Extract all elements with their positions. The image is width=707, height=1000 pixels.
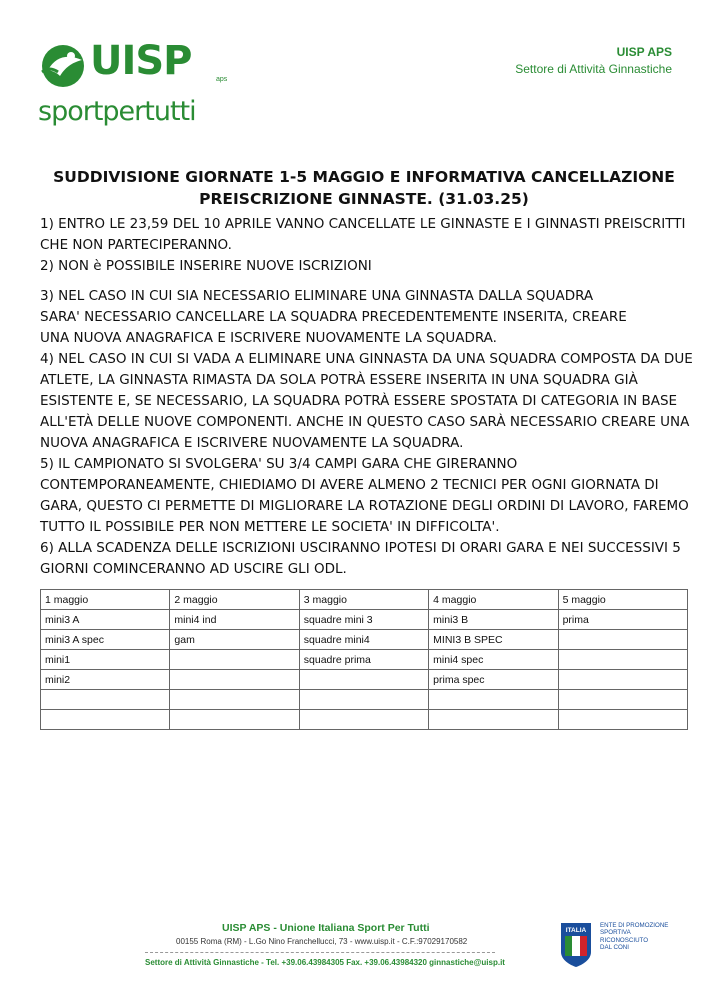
table-row [41, 690, 688, 710]
table-cell [558, 630, 687, 650]
table-row [41, 650, 688, 670]
footer-address-line: 00155 Roma (RM) - L.Go Nino Franchellucci, 73 - www.uisp.it - C.F.:97029170582 [176, 937, 468, 946]
table-cell [299, 670, 428, 690]
table-cell [558, 690, 687, 710]
text-line: 2) NON è POSSIBILE INSERIRE NUOVE ISCRIZIONI [40, 258, 372, 274]
table-cell: squadre mini4 [299, 630, 428, 650]
text-line: TUTTO IL POSSIBILE PER NON METTERE LE SOCIETA' IN DIFFICOLTA'. [40, 519, 500, 535]
uisp-logo [38, 40, 228, 140]
table-header-cell: 2 maggio [170, 590, 299, 610]
table-cell [558, 710, 687, 730]
table-cell: gam [170, 630, 299, 650]
text-line: ESISTENTE E, SE NECESSARIO, LA SQUADRA POTRÀ ESSERE SPOSTATA DI CATEGORIA IN BASE [40, 393, 678, 409]
header-org-name: UISP APS [616, 45, 672, 59]
table-cell: mini3 A spec [41, 630, 170, 650]
table-cell [170, 650, 299, 670]
table-cell [170, 690, 299, 710]
paragraph-2 [40, 256, 700, 277]
table-row [41, 670, 688, 690]
table-header-cell: 1 maggio [41, 590, 170, 610]
text-line: SARA' NECESSARIO CANCELLARE LA SQUADRA PRECEDENTEMENTE INSERITA, CREARE [40, 309, 627, 325]
table-cell [41, 690, 170, 710]
coni-badge-label: ITALIA [565, 927, 587, 934]
table-cell: prima spec [429, 670, 558, 690]
italia-shield-icon [560, 922, 592, 968]
table-cell: squadre mini 3 [299, 610, 428, 630]
footer-divider [145, 952, 495, 953]
table-row [41, 610, 688, 630]
table-cell [299, 710, 428, 730]
coni-badge-line: SPORTIVA [600, 929, 631, 937]
table-cell [170, 710, 299, 730]
coni-badge [560, 922, 680, 970]
coni-badge-line: RICONOSCIUTO [600, 936, 649, 944]
table-header-row [41, 590, 688, 610]
table-cell: squadre prima [299, 650, 428, 670]
table-cell: mini4 spec [429, 650, 558, 670]
table-cell [170, 670, 299, 690]
text-line: GARA, QUESTO CI PERMETTE DI MIGLIORARE LA ROTAZIONE DEGLI ORDINI DI LAVORO, FAREMO [40, 498, 689, 514]
text-line: NUOVA ANAGRAFICA E ISCRIVERE NUOVAMENTE LA SQUADRA. [40, 435, 464, 451]
table-header-cell: 4 maggio [429, 590, 558, 610]
table-header-cell: 3 maggio [299, 590, 428, 610]
text-line: 3) NEL CASO IN CUI SIA NECESSARIO ELIMINARE UNA GINNASTA DALLA SQUADRA [40, 288, 594, 304]
text-line: ATLETE, LA GINNASTA RIMASTA DA SOLA POTRÀ ESSERE INSERITA IN UNA SQUADRA GIÀ [40, 372, 638, 388]
table-row [41, 630, 688, 650]
header-sector: Settore di Attività Ginnastiche [515, 62, 672, 76]
paragraph-3-6 [40, 286, 700, 580]
table-row [41, 710, 688, 730]
table-cell: mini2 [41, 670, 170, 690]
table-cell: mini3 A [41, 610, 170, 630]
footer-contact-line: Settore di Attività Ginnastiche - Tel. +39.06.43984305 Fax. +39.06.43984320 ginnastiche@uisp.it [145, 958, 505, 967]
text-line: CONTEMPORANEAMENTE, CHIEDIAMO DI AVERE ALMENO 2 TECNICI PER OGNI GIORNATA DI [40, 477, 659, 493]
logo-tagline: sportpertutti [38, 96, 196, 127]
text-line: 6) ALLA SCADENZA DELLE ISCRIZIONI USCIRANNO IPOTESI DI ORARI GARA E NEI SUCCESSIVI 5 [40, 540, 681, 556]
table-cell: mini4 ind [170, 610, 299, 630]
text-line: ALL'ETÀ DELLE NUOVE COMPONENTI. ANCHE IN QUESTO CASO SARÀ NECESSARIO CREARE UNA [40, 414, 690, 430]
gymnast-emblem-icon [38, 42, 90, 90]
title-line: PREISCRIZIONE GINNASTE. (31.03.25) [199, 190, 529, 208]
table-cell: prima [558, 610, 687, 630]
logo-wordmark: UISP [90, 38, 192, 84]
text-line: 4) NEL CASO IN CUI SI VADA A ELIMINARE UNA GINNASTA DA UNA SQUADRA COMPOSTA DA DUE [40, 351, 693, 367]
table-cell [41, 710, 170, 730]
coni-badge-line: ENTE DI PROMOZIONE [600, 922, 669, 929]
text-line: 1) ENTRO LE 23,59 DEL 10 APRILE VANNO CANCELLATE LE GINNASTE E I GINNASTI PREISCRITTI [40, 216, 686, 232]
table-cell [299, 690, 428, 710]
coni-badge-text [600, 922, 668, 952]
text-line: 5) IL CAMPIONATO SI SVOLGERA' SU 3/4 CAMPI GARA CHE GIRERANNO [40, 456, 518, 472]
table-cell: mini3 B [429, 610, 558, 630]
table-cell: MINI3 B SPEC [429, 630, 558, 650]
logo-suffix: aps [216, 76, 228, 83]
text-line: CHE NON PARTECIPERANNO. [40, 237, 232, 253]
document-title [40, 166, 688, 210]
coni-badge-line: DAL CONI [600, 944, 629, 952]
table-cell [429, 710, 558, 730]
table-cell [558, 670, 687, 690]
text-line: UNA NUOVA ANAGRAFICA E ISCRIVERE NUOVAMENTE LA SQUADRA. [40, 330, 497, 346]
table-cell [429, 690, 558, 710]
header-org-block [515, 45, 672, 76]
schedule-table [40, 589, 688, 730]
footer-org-line: UISP APS - Unione Italiana Sport Per Tutti [222, 922, 430, 934]
paragraph-1 [40, 214, 700, 256]
table-header-cell: 5 maggio [558, 590, 687, 610]
table-cell [558, 650, 687, 670]
title-line: SUDDIVISIONE GIORNATE 1-5 MAGGIO E INFORMATIVA CANCELLAZIONE [53, 168, 675, 186]
text-line: GIORNI COMINCERANNO AD USCIRE GLI ODL. [40, 561, 347, 577]
table-cell: mini1 [41, 650, 170, 670]
